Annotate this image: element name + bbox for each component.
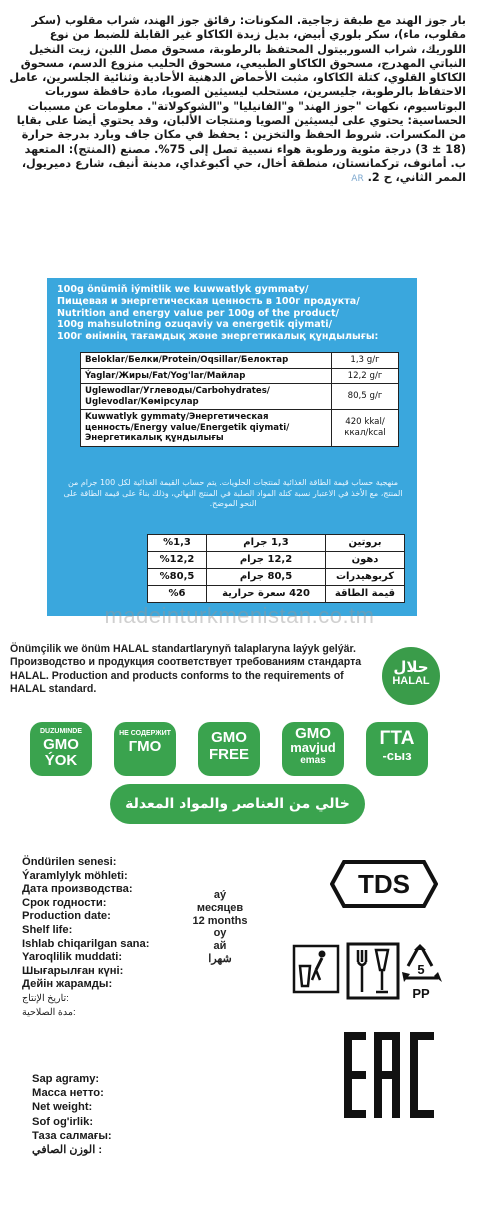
nutrient-value: 420 kkal/ ккал/kcal	[332, 410, 399, 447]
nutrient-amount-ar: 420 سعرة حرارية	[207, 586, 326, 603]
arabic-text-body: بار جوز الهند مع طبقة زجاجية. المكونات: رقائق جوز الهند، شراب مقلوب (سكر مقلوب، ماء)، سكر بلوري أبيض، بديل زبدة الكاكاو غير القابلة للضبط من نوع اللوريك، شراب السوربيتول المحتفظ بالرطوبة، مسحوق مصل اللبن، زيت النخيل النباتي المهدرج، مسحوق الكاكاو الطبيعي، مسحوق الحليب منزوع الدسم، مسحوق الكاكاو القلوي، كتلة الكاكاو، مثبت الأحماض الدهنية الأحادية وثنائية الجلسرين، عامل الاحتفاظ بالرطوبة، جليسرين، مستحلب ليسيثين الصويا، مادة حافظة سوربات البوتاسيوم، نكهات "جوز الهند" و"الفانيليا" و"الشوكولاتة". معلومات عن مسببات الحساسية: يحتوي على ليسيثين الصويا ومنتجات الألبان، وقد يحتوي أيضا على بقايا من المكسرات. شروط الحفظ والتخزين : يحفظ في مكان جاف وبارد بدرجة حرارة (18 ± 3) درجة مئوية ورطوبة هواء نسبية تصل إلى 75%. مصنع (المنتج): المتعهد ب. أمانوف، تركمانستان، منطقة أخال، حي أكبوغداي، مدينة أنيف، شارع دميريول، الممر الثاني، ح 2.	[9, 14, 466, 185]
date-label: Срок годности:	[22, 896, 107, 909]
badge-line: ГТА	[379, 728, 415, 749]
nutrient-amount-ar: 1,3 جرام	[207, 535, 326, 552]
date-label: Production date:	[22, 910, 111, 923]
date-label: Шығарылған күні:	[22, 964, 124, 977]
badge-line: FREE	[208, 746, 249, 763]
nutrition-arabic-table	[147, 534, 405, 603]
dates-labels	[22, 856, 192, 1019]
gmo-free-badge-tk	[30, 722, 92, 776]
recycle-number: 5	[417, 962, 425, 977]
badge-line: GMO	[295, 725, 331, 742]
table-row	[81, 353, 399, 369]
nutrient-percent-ar: %12,2	[148, 552, 207, 569]
nutrition-header-line: Пищевая и энергетическая ценность в 100г продукта/	[57, 295, 360, 307]
weight-label: Sof og'irlik:	[32, 1115, 94, 1128]
shelf-life-line: ай	[213, 940, 227, 953]
recycle-pp-icon	[402, 944, 442, 1001]
nutrient-label-ar: كربوهيدرات	[326, 569, 405, 586]
nutrition-header-line: 100г өнімнің тағамдық және энергетикалық құндылығы:	[57, 331, 379, 343]
watermark: madeinturkmenistan.co.tm	[104, 603, 375, 628]
recycle-code: PP	[412, 986, 430, 1001]
nutrient-value: 80,5 g/г	[332, 384, 399, 410]
date-label: Дата производства:	[22, 883, 133, 896]
date-label-ar: مدة الصلاحية:	[22, 1006, 76, 1018]
shelf-life-line: 12 months	[192, 914, 248, 927]
tds-text: TDS	[358, 869, 410, 899]
weight-label-ar: الوزن الصافي :	[32, 1144, 103, 1157]
shelf-life-line: aý	[213, 889, 227, 901]
badge-line: mavjud	[290, 740, 336, 755]
tds-logo	[330, 860, 438, 908]
nutrient-label-ar: قيمة الطاقة	[326, 586, 405, 603]
badge-line: НЕ СОДЕРЖИТ	[119, 730, 171, 737]
nutrient-percent-ar: %80,5	[148, 569, 207, 586]
nutrient-amount-ar: 12,2 جرام	[207, 552, 326, 569]
date-label: Shelf life:	[22, 923, 73, 936]
weight-label: Net weight:	[32, 1101, 93, 1114]
shelf-life-value	[180, 889, 260, 966]
shelf-life-line: شهرا	[208, 952, 232, 965]
badge-line: GMO	[43, 736, 79, 753]
nutrition-header	[57, 284, 409, 343]
nutrient-label: Ýaglar/Жиры/Fat/Yog'lar/Майлар	[81, 368, 332, 384]
nutrient-amount-ar: 80,5 جرام	[207, 569, 326, 586]
date-label: Ýaramlylyk möhleti:	[22, 869, 128, 882]
gmo-free-badge-uz	[282, 722, 344, 776]
gmo-free-badge-en	[198, 722, 260, 776]
tidyman-icon	[294, 946, 338, 992]
nutrient-percent-ar: %1,3	[148, 535, 207, 552]
gmo-free-badge-kz	[366, 722, 428, 776]
badge-line: ÝOK	[44, 752, 78, 769]
nutrient-label: Kuwwatlyk gymmaty/Энергетическая ценность/Energy value/Energetik qiymati/ Энергетикалық құндылығы	[81, 410, 332, 447]
shelf-life-line: oy	[213, 927, 227, 940]
halal-statement: Önümçilik we önüm HALAL standartlarynyň talaplaryna laýyk gelýär. Производство и продукция соответствует требованиям стандарта HALAL. Production and products conforms to the requirements of HALAL standard.	[10, 643, 362, 696]
language-tag: AR	[351, 174, 364, 185]
badge-line: -сыз	[382, 748, 412, 763]
table-row	[148, 569, 405, 586]
date-label: Öndürilen senesi:	[22, 856, 117, 868]
gmo-free-arabic-banner: خالي من العناصر والمواد المعدلة وراثيًا.	[110, 784, 365, 824]
nutrient-label-ar: دهون	[326, 552, 405, 569]
halal-logo	[382, 647, 440, 705]
table-row	[148, 535, 405, 552]
food-contact-icon	[348, 944, 398, 998]
halal-logo-arabic: حلال	[393, 658, 429, 676]
badge-line: emas	[300, 755, 326, 766]
table-row	[81, 410, 399, 447]
date-label: Ishlab chiqarilgan sana:	[22, 937, 150, 950]
table-row	[81, 368, 399, 384]
nutrient-label: Uglewodlar/Углеводы/Carbohydrates/ Uglevodlar/Көмірсулар	[81, 384, 332, 410]
badge-line: ГМО	[128, 738, 162, 755]
table-row	[148, 552, 405, 569]
nutrient-percent-ar: %6	[148, 586, 207, 603]
badge-line: DUZUMINDE	[40, 728, 82, 735]
halal-logo-text: HALAL	[392, 675, 430, 687]
eco-icons	[292, 940, 462, 1002]
gmo-free-badge-ru	[114, 722, 176, 776]
arabic-ingredients-text	[8, 14, 466, 187]
weight-label: Таза салмағы:	[32, 1129, 112, 1142]
nutrient-label: Beloklar/Белки/Protein/Oqsillar/Белоктар	[81, 353, 332, 369]
table-row	[148, 586, 405, 603]
badge-line: GMO	[211, 729, 247, 746]
weight-label: Sap agramy:	[32, 1073, 100, 1085]
nutrient-value: 1,3 g/г	[332, 353, 399, 369]
date-label: Дейін жарамды:	[22, 978, 113, 991]
nutrient-value: 12,2 g/г	[332, 368, 399, 384]
nutrition-header-line: 100g mahsulotning ozuqaviy va energetik qiymati/	[57, 319, 333, 331]
nutrition-panel	[47, 278, 417, 616]
net-weight-labels	[32, 1072, 232, 1157]
nutrition-header-line: 100g önümiň iýmitlik we kuwwatlyk gymmaty/	[57, 284, 309, 295]
nutrient-label-ar: بروتين	[326, 535, 405, 552]
date-label: Yaroqlilik muddati:	[22, 951, 123, 964]
shelf-life-line: месяцев	[196, 901, 244, 914]
date-label-ar: تاريخ الإنتاج:	[22, 992, 69, 1004]
table-row	[81, 384, 399, 410]
weight-label: Масса нетто:	[32, 1087, 104, 1100]
nutrition-arabic-note: منهجية حساب قيمة الطاقة الغذائية لمنتجات الحلويات. يتم حساب القيمة الغذائية لكل 100 جرام من المنتج، مع الأخذ في الاعتبار نسبة كتلة المواد الصلبة في المنتج النهائي، وذلك بناءً على قيمة الطاقة على النحو الموضح.	[63, 478, 403, 508]
nutrition-table	[80, 352, 399, 447]
nutrition-header-line: Nutrition and energy value per 100g of the product/	[57, 307, 340, 319]
eac-mark	[342, 1030, 437, 1120]
